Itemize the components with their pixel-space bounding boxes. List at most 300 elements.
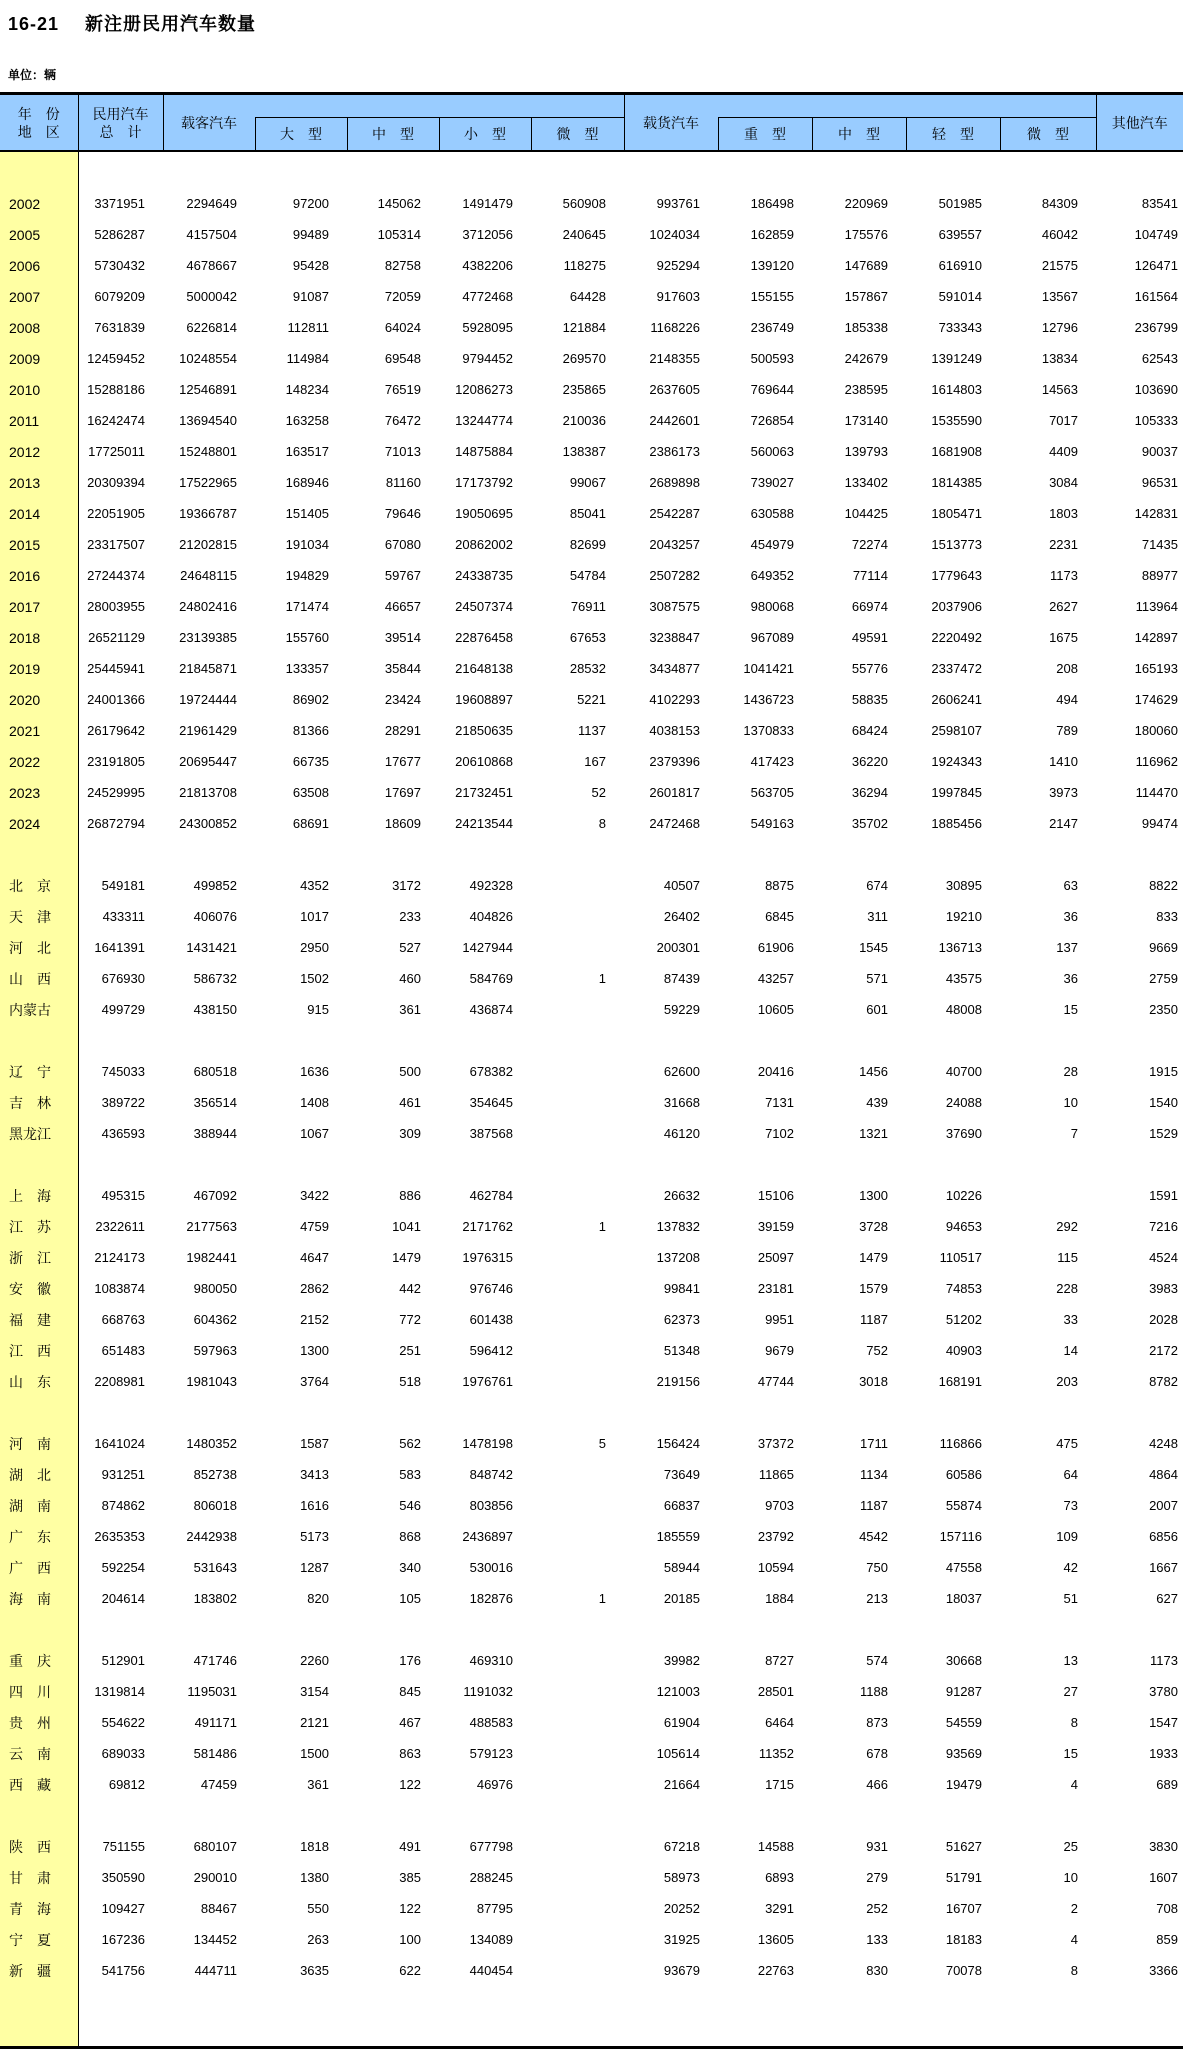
empty-cell: [78, 1149, 1183, 1180]
data-cell: 651483: [101, 1343, 145, 1358]
data-cell: 24213544: [455, 816, 513, 831]
data-cell: 126471: [1134, 258, 1178, 273]
data-cell: 1500: [300, 1746, 329, 1761]
data-cell: 220969: [844, 196, 888, 211]
data-cell: 440454: [469, 1963, 513, 1978]
data-cell: 20862002: [455, 537, 513, 552]
col-header-passenger-large: 大 型: [255, 118, 347, 152]
data-cell: 15106: [757, 1188, 794, 1203]
data-cell: 73: [1063, 1498, 1078, 1513]
data-cell: 162859: [750, 227, 794, 242]
table-row: [0, 1955, 1183, 1986]
row-label: 2017: [0, 591, 78, 622]
data-cell: 139793: [844, 444, 888, 459]
data-cell: 60586: [945, 1467, 982, 1482]
spacer-row: [0, 1614, 1183, 1645]
data-cell: 30895: [945, 878, 982, 893]
data-cell: 733343: [938, 320, 982, 335]
data-cell: 309: [399, 1126, 421, 1141]
data-cell: 436593: [101, 1126, 145, 1141]
data-cell: 1513773: [931, 537, 982, 552]
col-header-freight: 载货汽车: [624, 94, 718, 152]
data-cell: 35844: [384, 661, 421, 676]
data-cell: 527: [399, 940, 421, 955]
data-cell: 1427944: [462, 940, 513, 955]
data-cell: 2759: [1149, 971, 1178, 986]
data-cell: 3780: [1149, 1684, 1178, 1699]
data-cell: [531, 1552, 624, 1583]
data-cell: 200301: [656, 940, 700, 955]
data-cell: 630588: [750, 506, 794, 521]
data-cell: 1818: [300, 1839, 329, 1854]
data-cell: 13694540: [179, 413, 237, 428]
data-cell: 17173792: [455, 475, 513, 490]
data-cell: 678382: [469, 1064, 513, 1079]
data-cell: 122: [399, 1777, 421, 1792]
data-cell: 9679: [765, 1343, 794, 1358]
data-cell: 4352: [300, 878, 329, 893]
data-cell: 23424: [384, 692, 421, 707]
data-cell: 19724444: [179, 692, 237, 707]
data-cell: 4772468: [462, 289, 513, 304]
data-cell: 830: [866, 1963, 888, 1978]
data-cell: 10226: [945, 1188, 982, 1203]
data-cell: 110517: [939, 1250, 982, 1265]
row-label: 2018: [0, 622, 78, 653]
data-cell: 3983: [1149, 1281, 1178, 1296]
data-cell: [531, 1676, 624, 1707]
data-cell: [531, 1366, 624, 1397]
col-header-passenger-mini: 微 型: [531, 118, 624, 152]
row-label: 浙 江: [0, 1242, 78, 1273]
table-row: [0, 870, 1183, 901]
data-cell: 24648115: [180, 568, 237, 583]
data-cell: 491: [399, 1839, 421, 1854]
data-cell: 8: [1070, 1963, 1078, 1978]
data-cell: 340: [399, 1560, 421, 1575]
data-cell: 674: [866, 878, 888, 893]
data-cell: 3291: [765, 1901, 794, 1916]
data-cell: [531, 994, 624, 1025]
col-header-passenger: 载客汽车: [163, 94, 255, 152]
row-label: 2024: [0, 808, 78, 839]
data-cell: 46120: [663, 1126, 700, 1141]
data-cell: 6856: [1149, 1529, 1178, 1544]
data-cell: 137208: [656, 1250, 700, 1265]
data-cell: 51: [1063, 1591, 1078, 1606]
data-cell: 541756: [101, 1963, 145, 1978]
data-cell: 462784: [469, 1188, 513, 1203]
data-cell: 2231: [1049, 537, 1078, 552]
table-row: [0, 1180, 1183, 1211]
passenger-subgroup-spacer: [255, 94, 624, 118]
data-cell: 15: [1063, 1746, 1078, 1761]
data-cell: 3830: [1149, 1839, 1178, 1854]
row-label: 福 建: [0, 1304, 78, 1335]
data-cell: 581486: [193, 1746, 237, 1761]
data-cell: 10605: [757, 1002, 794, 1017]
data-cell: 116962: [1135, 754, 1178, 769]
table-row: [0, 1459, 1183, 1490]
data-cell: 94653: [945, 1219, 982, 1234]
data-cell: 28501: [757, 1684, 794, 1699]
data-cell: [531, 1180, 624, 1211]
table-row: [0, 1211, 1183, 1242]
data-cell: 15248801: [179, 444, 237, 459]
data-cell: 1480352: [186, 1436, 237, 1451]
data-cell: 99489: [292, 227, 329, 242]
row-label: 2020: [0, 684, 78, 715]
data-cell: 8875: [765, 878, 794, 893]
data-cell: 23792: [757, 1529, 794, 1544]
data-cell: 433311: [102, 909, 145, 924]
data-cell: 168946: [285, 475, 329, 490]
data-cell: 803856: [469, 1498, 513, 1513]
data-cell: 1410: [1049, 754, 1078, 769]
table-row: [0, 560, 1183, 591]
data-cell: 1779643: [931, 568, 982, 583]
table-row: [0, 1862, 1183, 1893]
data-cell: 833: [1156, 909, 1178, 924]
vehicles-table: [0, 92, 1183, 2049]
row-label: 重 庆: [0, 1645, 78, 1676]
data-cell: 1529: [1149, 1126, 1178, 1141]
table-row: [0, 1645, 1183, 1676]
data-cell: [531, 1056, 624, 1087]
data-cell: 12546891: [179, 382, 237, 397]
data-cell: 43575: [945, 971, 982, 986]
data-cell: 2007: [1149, 1498, 1178, 1513]
row-label: 广 东: [0, 1521, 78, 1552]
data-cell: 6464: [765, 1715, 794, 1730]
data-cell: 3764: [300, 1374, 329, 1389]
data-cell: 1805471: [931, 506, 982, 521]
data-cell: 1: [598, 1591, 606, 1606]
data-cell: 1391249: [931, 351, 982, 366]
data-cell: 560063: [750, 444, 794, 459]
data-cell: 71013: [384, 444, 421, 459]
data-cell: 151405: [285, 506, 329, 521]
row-label: 2013: [0, 467, 78, 498]
data-cell: 62543: [1141, 351, 1178, 366]
data-cell: 886: [399, 1188, 421, 1203]
row-label: 上 海: [0, 1180, 78, 1211]
data-cell: 436874: [469, 1002, 513, 1017]
data-cell: 583: [399, 1467, 421, 1482]
data-cell: [531, 1924, 624, 1955]
data-cell: 820: [307, 1591, 329, 1606]
data-cell: 137: [1056, 940, 1078, 955]
row-label: 山 西: [0, 963, 78, 994]
data-cell: 87795: [476, 1901, 513, 1916]
year-header-line: 年 份: [17, 105, 60, 122]
data-cell: 122: [399, 1901, 421, 1916]
data-cell: 1300: [300, 1343, 329, 1358]
col-header-passenger-small: 小 型: [439, 118, 531, 152]
data-cell: 1814385: [931, 475, 982, 490]
row-label: [0, 839, 78, 870]
table-row: [0, 374, 1183, 405]
data-cell: 1997845: [931, 785, 982, 800]
data-cell: 2177563: [186, 1219, 237, 1234]
data-cell: 404826: [469, 909, 513, 924]
data-cell: 2121: [300, 1715, 329, 1730]
data-cell: 2147: [1049, 816, 1078, 831]
data-cell: 28: [1063, 1064, 1078, 1079]
data-cell: 406076: [193, 909, 237, 924]
data-cell: 24507374: [455, 599, 513, 614]
data-cell: 8727: [765, 1653, 794, 1668]
data-cell: 4524: [1149, 1250, 1178, 1265]
data-cell: 2152: [300, 1312, 329, 1327]
data-cell: 2689898: [649, 475, 700, 490]
data-cell: 83541: [1141, 196, 1178, 211]
empty-cell: [78, 839, 1183, 870]
data-cell: 499852: [193, 878, 237, 893]
data-cell: 24802416: [179, 599, 237, 614]
data-cell: 1195031: [187, 1684, 237, 1699]
data-cell: 73649: [663, 1467, 700, 1482]
data-cell: 4409: [1049, 444, 1078, 459]
table-row: [0, 529, 1183, 560]
data-cell: 219156: [656, 1374, 700, 1389]
data-cell: 1924343: [931, 754, 982, 769]
table-row: [0, 622, 1183, 653]
data-cell: 133402: [844, 475, 888, 490]
data-cell: 163258: [285, 413, 329, 428]
data-cell: 55776: [851, 661, 888, 676]
data-cell: 18183: [945, 1932, 982, 1947]
table-row: [0, 1273, 1183, 1304]
data-cell: 2: [1070, 1901, 1078, 1916]
data-cell: 39514: [384, 630, 421, 645]
data-cell: 43257: [757, 971, 794, 986]
data-cell: 71435: [1141, 537, 1178, 552]
empty-cell: [78, 1800, 1183, 1831]
unit-label: 单位：辆: [8, 68, 57, 82]
data-cell: 531643: [193, 1560, 237, 1575]
data-cell: 639557: [938, 227, 982, 242]
data-cell: 22051905: [87, 506, 145, 521]
data-cell: 591014: [938, 289, 982, 304]
data-cell: 22763: [757, 1963, 794, 1978]
data-cell: 1436723: [743, 692, 794, 707]
data-cell: 104749: [1134, 227, 1178, 242]
data-cell: 5730432: [94, 258, 145, 273]
data-cell: 74853: [945, 1281, 982, 1296]
row-label: 2005: [0, 219, 78, 250]
row-label: 2008: [0, 312, 78, 343]
data-cell: 2637605: [649, 382, 700, 397]
data-cell: 58835: [851, 692, 888, 707]
data-cell: 3154: [300, 1684, 329, 1699]
data-cell: 1675: [1049, 630, 1078, 645]
data-cell: 61904: [663, 1715, 700, 1730]
data-cell: 133357: [285, 661, 329, 676]
data-cell: 4678667: [186, 258, 237, 273]
data-cell: 10: [1063, 1870, 1078, 1885]
data-cell: 28532: [569, 661, 606, 676]
data-cell: 180060: [1134, 723, 1178, 738]
data-cell: 2442601: [649, 413, 700, 428]
data-cell: 39159: [757, 1219, 794, 1234]
data-cell: 105: [399, 1591, 421, 1606]
data-cell: 27244374: [87, 568, 145, 583]
data-cell: 12086273: [455, 382, 513, 397]
data-cell: 1380: [300, 1870, 329, 1885]
table-row: [0, 1738, 1183, 1769]
data-cell: 21648138: [455, 661, 513, 676]
row-label: 江 苏: [0, 1211, 78, 1242]
data-cell: 1017: [300, 909, 329, 924]
data-cell: 772: [399, 1312, 421, 1327]
table-row: [0, 1707, 1183, 1738]
data-cell: 454979: [750, 537, 794, 552]
data-cell: 121003: [656, 1684, 700, 1699]
data-cell: 35702: [851, 816, 888, 831]
row-label: 2006: [0, 250, 78, 281]
data-cell: 25445941: [87, 661, 145, 676]
data-cell: [531, 1955, 624, 1986]
row-label: 河 北: [0, 932, 78, 963]
data-cell: 46976: [476, 1777, 513, 1792]
data-cell: 14563: [1041, 382, 1078, 397]
data-cell: 24338735: [455, 568, 513, 583]
data-cell: 1321: [859, 1126, 888, 1141]
data-cell: 173140: [844, 413, 888, 428]
data-cell: 138387: [562, 444, 606, 459]
row-label: [0, 1986, 78, 2048]
data-cell: 116866: [939, 1436, 982, 1451]
data-cell: 3371951: [94, 196, 145, 211]
data-cell: 51348: [663, 1343, 700, 1358]
data-cell: 597963: [193, 1343, 237, 1358]
data-cell: 530016: [469, 1560, 513, 1575]
data-cell: 33: [1063, 1312, 1078, 1327]
data-cell: 4: [1070, 1932, 1078, 1947]
data-cell: 2442938: [186, 1529, 237, 1544]
data-cell: 114470: [1135, 785, 1178, 800]
data-cell: 1636: [300, 1064, 329, 1079]
data-cell: 3635: [300, 1963, 329, 1978]
data-cell: 113964: [1135, 599, 1178, 614]
data-cell: 1300: [859, 1188, 888, 1203]
row-label: 2007: [0, 281, 78, 312]
data-cell: 194829: [285, 568, 329, 583]
row-label: 2022: [0, 746, 78, 777]
data-cell: 1607: [1149, 1870, 1178, 1885]
data-cell: 46042: [1041, 227, 1078, 242]
table-row: [0, 1366, 1183, 1397]
civil-header-line1: 民用汽车: [92, 105, 149, 122]
data-cell: 109427: [101, 1901, 145, 1916]
data-cell: 64024: [384, 320, 421, 335]
spacer-row: [0, 1800, 1183, 1831]
data-cell: 689033: [101, 1746, 145, 1761]
data-cell: 752: [866, 1343, 888, 1358]
data-cell: 562: [399, 1436, 421, 1451]
data-cell: [531, 1459, 624, 1490]
data-cell: 1587: [300, 1436, 329, 1451]
data-cell: 726854: [750, 413, 794, 428]
data-cell: 1370833: [743, 723, 794, 738]
data-cell: 171474: [285, 599, 329, 614]
data-cell: 4248: [1149, 1436, 1178, 1451]
table-row: [0, 932, 1183, 963]
table-row: [0, 188, 1183, 219]
data-cell: 70078: [945, 1963, 982, 1978]
data-cell: 2950: [300, 940, 329, 955]
row-label: [0, 1025, 78, 1056]
table-row: [0, 1769, 1183, 1800]
data-cell: 1191032: [463, 1684, 513, 1699]
data-cell: 66974: [851, 599, 888, 614]
data-cell: 134452: [193, 1932, 237, 1947]
data-cell: 88467: [200, 1901, 237, 1916]
data-cell: 2379396: [649, 754, 700, 769]
spacer-row: [0, 839, 1183, 870]
data-cell: 1540: [1149, 1095, 1178, 1110]
data-cell: 112811: [287, 320, 329, 335]
data-cell: 105314: [377, 227, 421, 242]
data-cell: 1976761: [462, 1374, 513, 1389]
data-cell: 4038153: [649, 723, 700, 738]
data-cell: 917603: [656, 289, 700, 304]
table-row: [0, 1676, 1183, 1707]
data-cell: 385: [399, 1870, 421, 1885]
data-cell: 499729: [101, 1002, 145, 1017]
row-label: 湖 南: [0, 1490, 78, 1521]
data-cell: 69548: [384, 351, 421, 366]
data-cell: 269570: [562, 351, 606, 366]
data-cell: 148234: [285, 382, 329, 397]
data-cell: 15288186: [87, 382, 145, 397]
data-cell: 175576: [844, 227, 888, 242]
data-cell: 91087: [292, 289, 329, 304]
data-cell: 467: [399, 1715, 421, 1730]
data-cell: 62373: [663, 1312, 700, 1327]
data-cell: 1024034: [649, 227, 700, 242]
data-cell: 868: [399, 1529, 421, 1544]
data-cell: 133: [866, 1932, 888, 1947]
data-cell: 24088: [945, 1095, 982, 1110]
data-cell: 2472468: [649, 816, 700, 831]
data-cell: 546: [399, 1498, 421, 1513]
data-cell: 2043257: [649, 537, 700, 552]
data-cell: 12459452: [87, 351, 145, 366]
data-cell: 2124173: [94, 1250, 145, 1265]
table-row: [0, 777, 1183, 808]
table-row: [0, 1428, 1183, 1459]
data-cell: [531, 901, 624, 932]
table-row: [0, 591, 1183, 622]
data-cell: 251: [399, 1343, 421, 1358]
data-cell: 77114: [852, 568, 888, 583]
data-cell: 93679: [663, 1963, 700, 1978]
data-cell: 1: [598, 1219, 606, 1234]
data-cell: 2606241: [931, 692, 982, 707]
data-cell: 82758: [384, 258, 421, 273]
data-cell: 3434877: [649, 661, 700, 676]
data-cell: 31925: [663, 1932, 700, 1947]
data-cell: 442: [399, 1281, 421, 1296]
data-cell: 47459: [200, 1777, 237, 1792]
table-row: [0, 250, 1183, 281]
table-row: [0, 1335, 1183, 1366]
data-cell: 2322611: [95, 1219, 145, 1234]
data-cell: 236749: [750, 320, 794, 335]
data-cell: 1083874: [94, 1281, 145, 1296]
